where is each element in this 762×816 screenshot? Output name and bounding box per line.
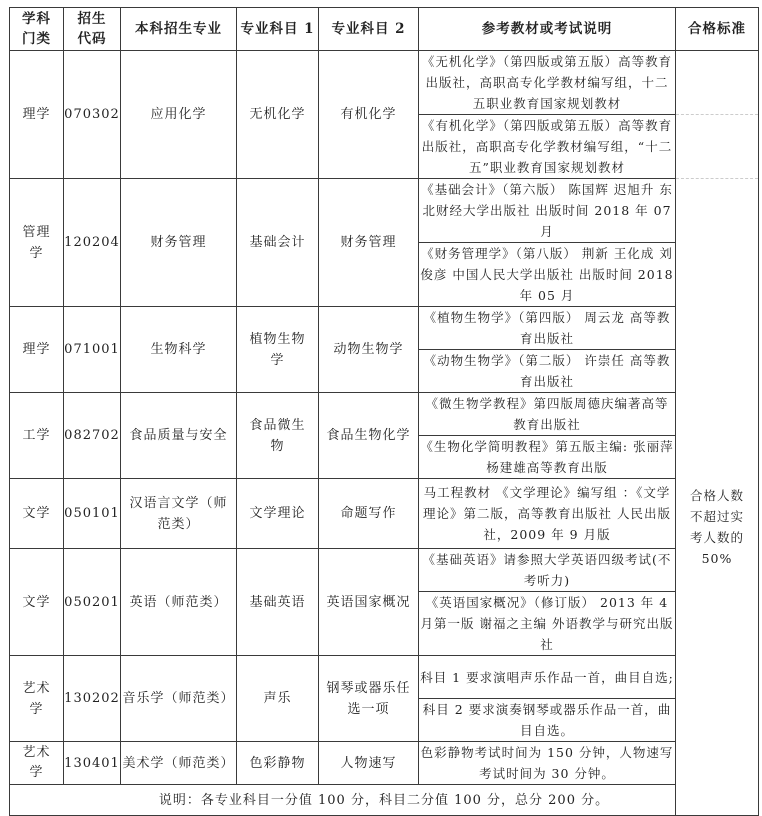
table-row [10,393,759,436]
cell-category: 理学 [10,307,64,393]
cell-code: 071001 [64,307,121,393]
cell-reference: 《有机化学》（第四版或第五版）高等教育出版社，高职高专化学教材编写组，“十二五”职业教育国家规划教材 [419,115,676,179]
cell-subject1: 色彩静物 [237,742,319,785]
cell-major: 英语（师范类） [121,549,237,656]
cell-standard-blank [676,115,759,179]
cell-category: 文学 [10,549,64,656]
cell-major: 应用化学 [121,51,237,179]
cell-code: 120204 [64,179,121,307]
cell-category: 理学 [10,51,64,179]
cell-subject2: 英语国家概况 [319,549,419,656]
header-standard: 合格标准 [676,8,759,51]
cell-code: 070302 [64,51,121,179]
note-row [10,785,759,816]
cell-reference: 色彩静物考试时间为 150 分钟，人物速写考试时间为 30 分钟。 [419,742,676,785]
cell-reference: 《植物生物学》（第四版） 周云龙 高等教育出版社 [419,307,676,350]
cell-major: 食品质量与安全 [121,393,237,479]
header-reference: 参考教材或考试说明 [419,8,676,51]
cell-subject1: 无机化学 [237,51,319,179]
cell-code: 130202 [64,656,121,742]
header-code: 招生 代码 [64,8,121,51]
table-row [10,179,759,243]
cell-reference: 《财务管理学》（第八版） 荆新 王化成 刘俊彦 中国人民大学出版社 出版时间 2018 年 05 月 [419,243,676,307]
cell-subject2: 人物速写 [319,742,419,785]
cell-subject2: 命题写作 [319,479,419,549]
cell-subject2: 有机化学 [319,51,419,179]
cell-subject1: 声乐 [237,656,319,742]
table-row [10,307,759,350]
cell-code: 050201 [64,549,121,656]
cell-subject2: 动物生物学 [319,307,419,393]
cell-standard-blank [676,51,759,115]
cell-subject1: 基础英语 [237,549,319,656]
cell-category: 艺术学 [10,656,64,742]
cell-major: 汉语言文学（师范类） [121,479,237,549]
cell-reference: 科目 1 要求演唱声乐作品一首，曲目自选; [419,656,676,699]
cell-reference: 科目 2 要求演奏钢琴或器乐作品一首，曲目自选。 [419,699,676,742]
cell-reference: 《基础会计》（第六版） 陈国辉 迟旭升 东北财经大学出版社 出版时间 2018 年 07 月 [419,179,676,243]
cell-major: 财务管理 [121,179,237,307]
cell-subject1: 文学理论 [237,479,319,549]
cell-subject2: 食品生物化学 [319,393,419,479]
cell-code: 130401 [64,742,121,785]
cell-subject1: 植物生物学 [237,307,319,393]
cell-code: 082702 [64,393,121,479]
admission-subjects-table [9,7,759,816]
header-subject2: 专业科目 2 [319,8,419,51]
cell-category: 工学 [10,393,64,479]
cell-reference: 《动物生物学》（第二版） 许崇任 高等教育出版社 [419,350,676,393]
header-category: 学科 门类 [10,8,64,51]
cell-subject1: 食品微生物 [237,393,319,479]
table-row [10,656,759,699]
table-row [10,742,759,785]
cell-standard: 合格人数不超过实考人数的 50% [676,179,759,816]
cell-reference: 《英语国家概况》（修订版） 2013 年 4 月第一版 谢福之主编 外语教学与研究出版社 [419,592,676,656]
cell-reference: 马工程教材 《文学理论》编写组 ：《文学理论》第二版，高等教育出版社 人民出版社，2009 年 9 月版 [419,479,676,549]
table-row [10,549,759,592]
table-row [10,51,759,115]
cell-code: 050101 [64,479,121,549]
cell-subject2: 财务管理 [319,179,419,307]
cell-category: 管理学 [10,179,64,307]
cell-subject2: 钢琴或器乐任选一项 [319,656,419,742]
cell-reference: 《微生物学教程》第四版周德庆编著高等教育出版社 [419,393,676,436]
cell-major: 音乐学（师范类） [121,656,237,742]
cell-reference: 《无机化学》（第四版或第五版）高等教育出版社，高职高专化学教材编写组，十二五职业教育国家规划教材 [419,51,676,115]
header-row [10,8,759,51]
cell-major: 美术学（师范类） [121,742,237,785]
cell-category: 文学 [10,479,64,549]
header-subject1: 专业科目 1 [237,8,319,51]
header-major: 本科招生专业 [121,8,237,51]
cell-reference: 《基础英语》请参照大学英语四级考试(不考听力) [419,549,676,592]
table-row [10,479,759,549]
cell-major: 生物科学 [121,307,237,393]
cell-subject1: 基础会计 [237,179,319,307]
cell-reference: 《生物化学简明教程》第五版主编: 张丽萍杨建雄高等教育出版 [419,436,676,479]
note-text: 说明：各专业科目一分值 100 分，科目二分值 100 分，总分 200 分。 [10,785,759,816]
cell-category: 艺术学 [10,742,64,785]
